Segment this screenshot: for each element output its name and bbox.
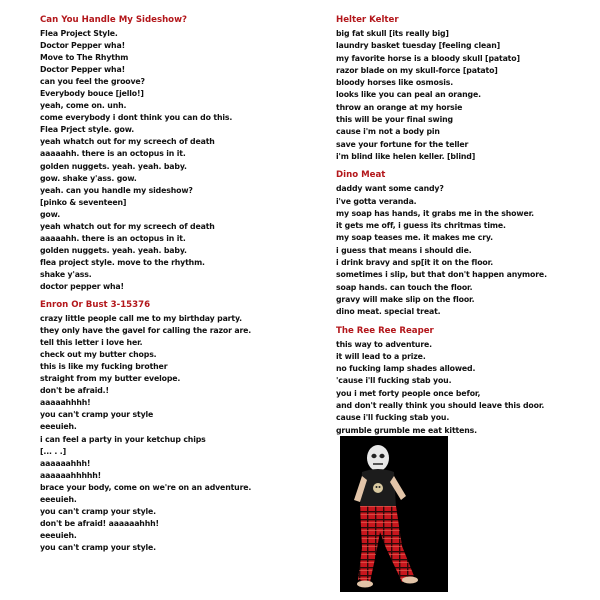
lyric-line: Doctor Pepper wha!: [40, 41, 125, 51]
lyric-line: i'm blind like helen keller. [blind]: [336, 151, 476, 161]
song-can-you-handle-my-sideshow: [40, 14, 310, 293]
lyric-line: i drink bravy and sp[it it on the floor.: [336, 258, 493, 268]
lyric-line: don't be afraid.!: [40, 386, 109, 396]
lyric-line: soap hands. can touch the floor.: [336, 282, 473, 292]
lyric-line: sometimes i slip, but that don't happen anymore.: [336, 270, 547, 280]
lyric-line: brace your body, come on we're on an adventure.: [40, 482, 252, 492]
lyric-line: eeeuieh.: [40, 530, 77, 540]
lyric-line: my favorite horse is a bloody skull [patato]: [336, 53, 520, 63]
lyric-line: can you feel the groove?: [40, 77, 145, 87]
lyric-line: i guess that means i should die.: [336, 245, 472, 255]
lyrics: [336, 183, 591, 318]
lyric-line: razor blade on my skull-force [patato]: [336, 65, 498, 75]
lyric-line: aaaaahh. there is an octopus in it.: [40, 233, 186, 243]
song-dino-meat: [336, 169, 591, 318]
song-title: Can You Handle My Sideshow?: [40, 15, 188, 25]
lyric-line: looks like you can peal an orange.: [336, 90, 481, 100]
lyric-line: this is like my fucking brother: [40, 362, 168, 372]
lyric-line: laundry basket tuesday [feeling clean]: [336, 41, 501, 51]
lyric-line: golden nuggets. yeah. yeah. baby.: [40, 245, 187, 255]
lyric-line: you i met forty people once befor,: [336, 388, 481, 398]
lyric-line: gravy will make slip on the floor.: [336, 294, 475, 304]
lyric-line: gow. shake y'ass. gow.: [40, 173, 137, 183]
lyric-line: golden nuggets. yeah. yeah. baby.: [40, 161, 187, 171]
lyric-line: dino meat. special treat.: [336, 307, 441, 317]
lyric-line: you can't cramp your style.: [40, 542, 156, 552]
lyric-line: this will be your final swing: [336, 115, 453, 125]
song-title: The Ree Ree Reaper: [336, 325, 434, 336]
lyric-line: cause i'm not a body pin: [336, 127, 440, 137]
song-title: Helter Kelter: [336, 15, 399, 25]
lyric-line: and don't really think you should leave this door.: [336, 401, 545, 411]
song-helter-kelter: [336, 14, 591, 163]
lyric-line: Flea Project Style.: [40, 29, 118, 38]
person-in-skull-mask-plaid-pants-icon: [340, 436, 448, 592]
lyric-line: it gets me off, i guess its chritmas time.: [336, 221, 506, 231]
lyrics: [336, 339, 591, 437]
lyric-line: i've gotta veranda.: [336, 196, 417, 206]
lyric-line: [... . .]: [40, 446, 67, 456]
lyric-line: big fat skull [its really big]: [336, 29, 449, 38]
lyric-line: don't be afraid! aaaaaahhh!: [40, 518, 159, 528]
lyric-line: my soap teases me. it makes me cry.: [336, 233, 493, 243]
lyric-line: cause i'll fucking stab you.: [336, 413, 450, 423]
lyric-line: eeeuieh.: [40, 422, 77, 432]
lyric-line: you can't cramp your style: [40, 410, 154, 420]
song-enron-or-bust: [40, 299, 310, 554]
lyric-line: gow.: [40, 209, 61, 219]
lyric-line: aaaaaahhhhh!: [40, 470, 102, 480]
lyric-line: [pinko & seventeen]: [40, 197, 127, 207]
lyric-line: my soap has hands, it grabs me in the shower.: [336, 208, 534, 218]
lyric-line: check out my butter chops.: [40, 350, 157, 360]
lyric-line: yeah whatch out for my screech of death: [40, 221, 215, 231]
lyric-line: tell this letter i love her.: [40, 338, 143, 348]
lyric-line: aaaaahh. there is an octopus in it.: [40, 149, 186, 159]
lyric-line: Move to The Rhythm: [40, 53, 129, 63]
left-column: [40, 14, 310, 560]
lyric-line: no fucking lamp shades allowed.: [336, 364, 476, 374]
lyric-line: this way to adventure.: [336, 339, 432, 349]
right-column: [336, 14, 591, 443]
lyric-line: come everybody i dont think you can do this.: [40, 113, 233, 123]
lyric-line: they only have the gavel for calling the razor are.: [40, 326, 252, 336]
lyric-line: doctor pepper wha!: [40, 281, 124, 291]
lyric-line: yeah, come on. unh.: [40, 101, 127, 111]
lyric-line: Doctor Pepper wha!: [40, 65, 125, 75]
lyric-line: grumble grumble me eat kittens.: [336, 425, 477, 435]
song-title: Dino Meat: [336, 170, 386, 181]
lyric-line: daddy want some candy?: [336, 184, 444, 194]
lyric-line: aaaaahhhh!: [40, 398, 91, 408]
lyric-line: i can feel a party in your ketchup chips: [40, 434, 206, 444]
lyrics: [40, 28, 310, 293]
lyric-line: 'cause i'll fucking stab you.: [336, 376, 452, 386]
lyric-line: flea project style. move to the rhythm.: [40, 257, 205, 267]
song-title: Enron Or Bust 3-15376: [40, 300, 151, 311]
lyric-line: straight from my butter evelope.: [40, 374, 181, 384]
lyric-line: bloody horses like osmosis.: [336, 78, 454, 88]
lyrics: [40, 313, 310, 554]
lyric-line: shake y'ass.: [40, 269, 92, 279]
song-the-ree-ree-reaper: [336, 325, 591, 437]
lyric-line: Everybody bouce [jello!]: [40, 89, 144, 99]
lyric-line: aaaaaahhh!: [40, 458, 91, 468]
lyric-line: crazy little people call me to my birthday party.: [40, 314, 242, 324]
band-photo: [340, 436, 448, 592]
lyric-line: save your fortune for the teller: [336, 139, 469, 149]
lyric-line: eeeuieh.: [40, 494, 77, 504]
lyric-line: Flea Prject style. gow.: [40, 125, 135, 135]
lyrics: [336, 28, 591, 163]
lyric-line: it will lead to a prize.: [336, 351, 426, 361]
lyric-line: throw an orange at my horsie: [336, 102, 463, 112]
lyric-line: yeah. can you handle my sideshow?: [40, 185, 193, 195]
lyric-line: yeah whatch out for my screech of death: [40, 137, 215, 147]
lyric-line: you can't cramp your style.: [40, 506, 156, 516]
